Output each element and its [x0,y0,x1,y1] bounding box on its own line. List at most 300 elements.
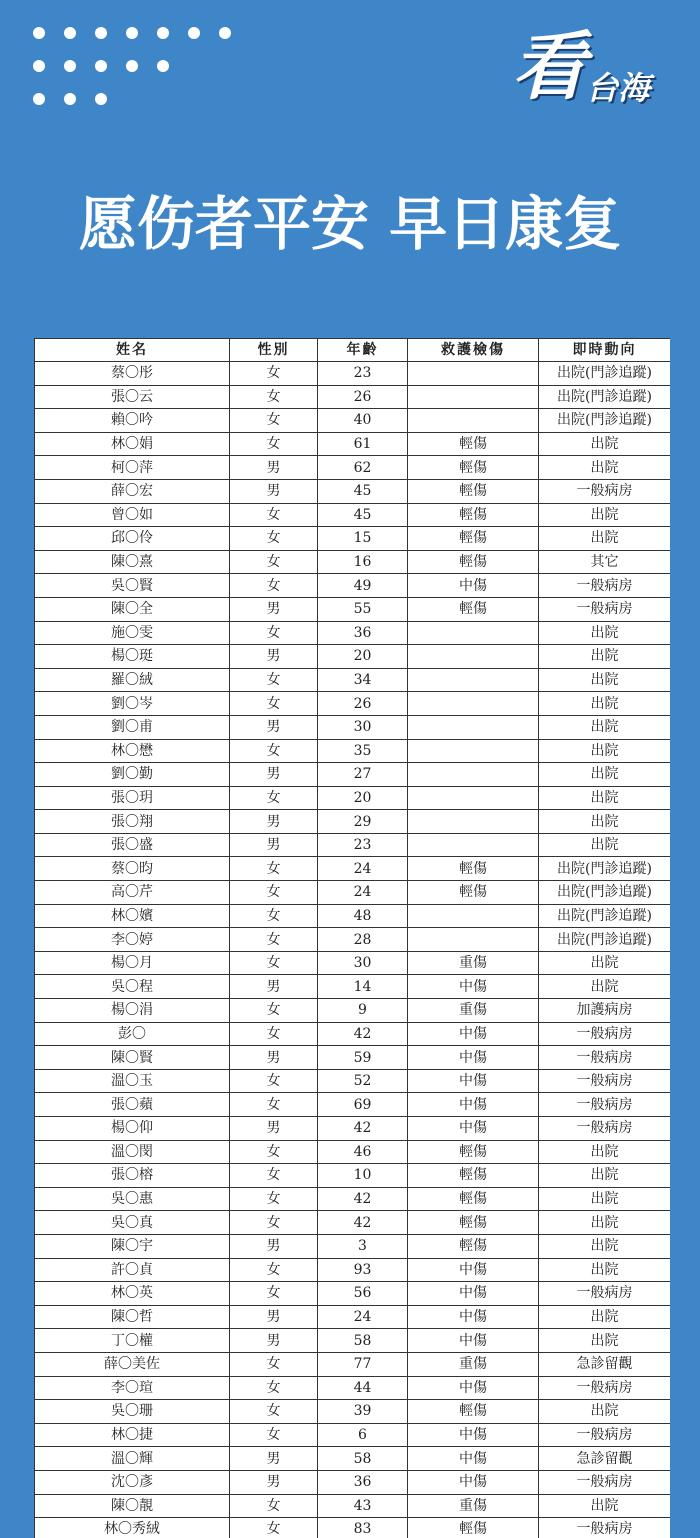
cell-sex: 女 [230,857,318,881]
logo-sub-text: 台海 [586,69,651,107]
cell-name: 楊〇仰 [35,1117,230,1141]
decorative-dot [33,60,45,72]
cell-sex: 女 [230,1164,318,1188]
table-row [35,1470,671,1494]
cell-status: 出院 [539,1211,671,1235]
cell-status: 一般病房 [539,1423,671,1447]
cell-triage [408,810,539,834]
cell-status: 出院 [539,951,671,975]
cell-triage: 輕傷 [408,881,539,905]
cell-triage: 重傷 [408,1494,539,1518]
cell-age: 77 [318,1352,408,1376]
cell-status: 出院 [539,1400,671,1424]
cell-age: 20 [318,645,408,669]
cell-sex: 男 [230,456,318,480]
cell-status: 一般病房 [539,1069,671,1093]
decorative-dot [157,27,169,39]
decorative-dot [33,93,45,105]
cell-name: 林〇懋 [35,739,230,763]
cell-status: 一般病房 [539,1376,671,1400]
table-row [35,1164,671,1188]
cell-age: 36 [318,1470,408,1494]
cell-status: 一般病房 [539,574,671,598]
cell-status: 出院 [539,668,671,692]
cell-age: 6 [318,1423,408,1447]
decorative-dot [126,60,138,72]
cell-status: 出院 [539,503,671,527]
cell-triage [408,904,539,928]
cell-age: 30 [318,715,408,739]
cell-sex: 女 [230,621,318,645]
cell-age: 34 [318,668,408,692]
table-row [35,550,671,574]
cell-status: 急診留觀 [539,1447,671,1471]
cell-sex: 男 [230,833,318,857]
casualty-table-sheet [34,338,670,1538]
decorative-dot [95,93,107,105]
cell-triage: 中傷 [408,1329,539,1353]
cell-status: 出院 [539,1494,671,1518]
cell-triage: 輕傷 [408,1211,539,1235]
cell-age: 26 [318,385,408,409]
cell-triage: 輕傷 [408,1140,539,1164]
table-row [35,715,671,739]
cell-status: 出院(門診追蹤) [539,409,671,433]
cell-triage: 輕傷 [408,432,539,456]
cell-name: 劉〇岑 [35,692,230,716]
cell-triage: 輕傷 [408,550,539,574]
cell-sex: 女 [230,951,318,975]
cell-sex: 女 [230,668,318,692]
table-row [35,739,671,763]
cell-sex: 男 [230,1447,318,1471]
cell-name: 賴〇吟 [35,409,230,433]
cell-triage: 中傷 [408,574,539,598]
cell-triage: 輕傷 [408,503,539,527]
cell-sex: 女 [230,1140,318,1164]
cell-age: 42 [318,1022,408,1046]
header-age: 年齡 [318,339,408,362]
cell-status: 出院 [539,432,671,456]
cell-status: 出院 [539,527,671,551]
cell-sex: 女 [230,1069,318,1093]
cell-name: 吳〇珊 [35,1400,230,1424]
table-row [35,1140,671,1164]
cell-status: 出院 [539,1187,671,1211]
cell-triage: 中傷 [408,1305,539,1329]
cell-name: 吳〇惠 [35,1187,230,1211]
header-name: 姓名 [35,339,230,362]
cell-sex: 女 [230,1400,318,1424]
cell-name: 陳〇全 [35,597,230,621]
cell-triage [408,786,539,810]
cell-status: 出院 [539,1258,671,1282]
cell-name: 楊〇涓 [35,999,230,1023]
cell-sex: 女 [230,1022,318,1046]
cell-name: 邱〇伶 [35,527,230,551]
cell-name: 陳〇宇 [35,1234,230,1258]
cell-triage: 重傷 [408,951,539,975]
cell-name: 溫〇輝 [35,1447,230,1471]
cell-name: 陳〇靚 [35,1494,230,1518]
cell-status: 一般病房 [539,597,671,621]
cell-sex: 男 [230,810,318,834]
cell-sex: 女 [230,1518,318,1538]
cell-triage: 重傷 [408,999,539,1023]
cell-name: 劉〇勤 [35,763,230,787]
cell-triage [408,833,539,857]
cell-age: 36 [318,621,408,645]
decorative-dot [64,60,76,72]
cell-age: 61 [318,432,408,456]
table-row [35,1022,671,1046]
cell-age: 45 [318,479,408,503]
table-row [35,1423,671,1447]
cell-triage: 輕傷 [408,597,539,621]
cell-triage: 中傷 [408,1069,539,1093]
cell-sex: 女 [230,904,318,928]
table-row [35,881,671,905]
table-row [35,1234,671,1258]
cell-status: 出院 [539,1140,671,1164]
cell-triage: 中傷 [408,975,539,999]
cell-sex: 男 [230,597,318,621]
cell-name: 溫〇玉 [35,1069,230,1093]
cell-status: 其它 [539,550,671,574]
table-row [35,1400,671,1424]
cell-age: 69 [318,1093,408,1117]
cell-age: 93 [318,1258,408,1282]
cell-status: 出院 [539,810,671,834]
cell-age: 16 [318,550,408,574]
decorative-dot [95,27,107,39]
cell-name: 張〇盛 [35,833,230,857]
cell-name: 沈〇彥 [35,1470,230,1494]
cell-status: 一般病房 [539,1470,671,1494]
cell-age: 56 [318,1282,408,1306]
cell-name: 吳〇真 [35,1211,230,1235]
cell-triage [408,409,539,433]
cell-sex: 男 [230,715,318,739]
cell-status: 出院(門診追蹤) [539,362,671,386]
cell-name: 吳〇程 [35,975,230,999]
cell-triage: 中傷 [408,1470,539,1494]
table-row [35,951,671,975]
cell-name: 林〇秀絨 [35,1518,230,1538]
cell-sex: 男 [230,975,318,999]
cell-triage: 重傷 [408,1352,539,1376]
logo-main-glyph: 看 [512,24,584,110]
cell-age: 39 [318,1400,408,1424]
table-row [35,692,671,716]
cell-triage: 輕傷 [408,527,539,551]
decorative-dot [95,60,107,72]
table-row [35,1305,671,1329]
table-body [35,362,671,1538]
cell-status: 出院 [539,1305,671,1329]
header-triage: 救護檢傷 [408,339,539,362]
cell-status: 出院(門診追蹤) [539,385,671,409]
cell-age: 23 [318,833,408,857]
cell-age: 24 [318,857,408,881]
cell-name: 丁〇權 [35,1329,230,1353]
table-row [35,975,671,999]
table-row [35,928,671,952]
cell-sex: 女 [230,1093,318,1117]
cell-sex: 女 [230,928,318,952]
cell-sex: 女 [230,574,318,598]
table-row [35,1447,671,1471]
cell-sex: 女 [230,739,318,763]
cell-status: 一般病房 [539,1518,671,1538]
decorative-dots [33,27,243,112]
logo [512,22,662,114]
cell-triage [408,692,539,716]
cell-sex: 男 [230,479,318,503]
cell-age: 83 [318,1518,408,1538]
cell-name: 張〇翔 [35,810,230,834]
cell-sex: 男 [230,1305,318,1329]
cell-sex: 女 [230,409,318,433]
cell-triage [408,928,539,952]
table-row [35,645,671,669]
cell-sex: 女 [230,527,318,551]
table-row [35,1352,671,1376]
header-status: 即時動向 [539,339,671,362]
cell-triage: 中傷 [408,1258,539,1282]
cell-name: 羅〇絨 [35,668,230,692]
cell-triage [408,763,539,787]
cell-status: 出院(門診追蹤) [539,881,671,905]
table-row [35,574,671,598]
table-row [35,597,671,621]
table-row [35,1093,671,1117]
cell-age: 46 [318,1140,408,1164]
cell-status: 一般病房 [539,479,671,503]
cell-age: 23 [318,362,408,386]
table-row [35,857,671,881]
cell-name: 林〇娟 [35,432,230,456]
cell-age: 59 [318,1046,408,1070]
cell-triage: 中傷 [408,1376,539,1400]
cell-age: 10 [318,1164,408,1188]
cell-status: 出院 [539,1164,671,1188]
cell-status: 出院 [539,833,671,857]
cell-sex: 男 [230,645,318,669]
cell-sex: 女 [230,1352,318,1376]
cell-triage: 輕傷 [408,456,539,480]
cell-status: 一般病房 [539,1093,671,1117]
cell-age: 45 [318,503,408,527]
cell-triage [408,385,539,409]
cell-name: 曾〇如 [35,503,230,527]
table-row [35,1117,671,1141]
cell-age: 42 [318,1211,408,1235]
table-row [35,810,671,834]
table-row [35,833,671,857]
cell-name: 張〇榕 [35,1164,230,1188]
decorative-dot [126,27,138,39]
cell-sex: 女 [230,881,318,905]
cell-status: 出院(門診追蹤) [539,928,671,952]
table-row [35,1258,671,1282]
cell-triage: 輕傷 [408,479,539,503]
cell-age: 42 [318,1117,408,1141]
cell-name: 楊〇月 [35,951,230,975]
cell-name: 蔡〇彤 [35,362,230,386]
cell-sex: 女 [230,1258,318,1282]
cell-sex: 女 [230,385,318,409]
cell-triage: 中傷 [408,1046,539,1070]
cell-sex: 女 [230,1187,318,1211]
cell-age: 30 [318,951,408,975]
table-row [35,668,671,692]
table-row [35,1518,671,1538]
cell-name: 李〇婷 [35,928,230,952]
decorative-dot [33,27,45,39]
cell-triage [408,621,539,645]
cell-status: 急診留觀 [539,1352,671,1376]
cell-triage [408,362,539,386]
cell-status: 出院 [539,739,671,763]
cell-age: 3 [318,1234,408,1258]
cell-age: 15 [318,527,408,551]
table-row [35,1329,671,1353]
cell-status: 出院 [539,975,671,999]
cell-age: 55 [318,597,408,621]
cell-age: 48 [318,904,408,928]
cell-status: 出院 [539,621,671,645]
table-row [35,1046,671,1070]
cell-triage: 中傷 [408,1423,539,1447]
cell-name: 高〇芹 [35,881,230,905]
cell-triage: 中傷 [408,1117,539,1141]
table-row [35,999,671,1023]
cell-sex: 女 [230,692,318,716]
cell-age: 24 [318,881,408,905]
cell-name: 薛〇美佐 [35,1352,230,1376]
cell-status: 出院 [539,763,671,787]
cell-sex: 男 [230,1046,318,1070]
table-row [35,456,671,480]
cell-age: 58 [318,1447,408,1471]
decorative-dot [64,27,76,39]
header-sex: 性別 [230,339,318,362]
cell-sex: 女 [230,362,318,386]
cell-sex: 女 [230,550,318,574]
cell-age: 28 [318,928,408,952]
table-row [35,1069,671,1093]
cell-triage: 輕傷 [408,1187,539,1211]
cell-status: 出院(門診追蹤) [539,904,671,928]
cell-status: 出院 [539,786,671,810]
cell-name: 劉〇甫 [35,715,230,739]
cell-triage [408,645,539,669]
cell-name: 吳〇賢 [35,574,230,598]
cell-status: 出院 [539,645,671,669]
cell-name: 彭〇 [35,1022,230,1046]
decorative-dot [188,27,200,39]
table-row [35,1187,671,1211]
table-row [35,479,671,503]
table-row [35,621,671,645]
cell-triage: 輕傷 [408,1164,539,1188]
cell-status: 加護病房 [539,999,671,1023]
cell-age: 27 [318,763,408,787]
table-row [35,904,671,928]
cell-sex: 女 [230,999,318,1023]
cell-name: 柯〇萍 [35,456,230,480]
cell-sex: 男 [230,1329,318,1353]
cell-sex: 男 [230,1117,318,1141]
table-row [35,763,671,787]
decorative-dot [157,60,169,72]
cell-age: 35 [318,739,408,763]
cell-name: 薛〇宏 [35,479,230,503]
decorative-dot [219,27,231,39]
table-row [35,409,671,433]
cell-triage: 中傷 [408,1022,539,1046]
cell-triage [408,668,539,692]
cell-status: 一般病房 [539,1282,671,1306]
cell-age: 29 [318,810,408,834]
cell-name: 溫〇閔 [35,1140,230,1164]
cell-age: 44 [318,1376,408,1400]
cell-triage: 中傷 [408,1282,539,1306]
cell-age: 58 [318,1329,408,1353]
cell-name: 張〇玥 [35,786,230,810]
cell-age: 24 [318,1305,408,1329]
cell-status: 出院 [539,1329,671,1353]
cell-status: 一般病房 [539,1117,671,1141]
cell-status: 一般病房 [539,1046,671,1070]
table-row [35,362,671,386]
cell-sex: 女 [230,786,318,810]
cell-age: 43 [318,1494,408,1518]
cell-name: 張〇云 [35,385,230,409]
cell-triage: 中傷 [408,1447,539,1471]
cell-sex: 男 [230,763,318,787]
cell-triage: 輕傷 [408,1518,539,1538]
page-title: 愿伤者平安 早日康复 [78,190,622,258]
cell-sex: 女 [230,1282,318,1306]
cell-name: 張〇蘋 [35,1093,230,1117]
table-row [35,1282,671,1306]
cell-triage [408,739,539,763]
cell-name: 蔡〇昀 [35,857,230,881]
cell-triage: 輕傷 [408,857,539,881]
cell-sex: 女 [230,432,318,456]
cell-sex: 男 [230,1234,318,1258]
table-row [35,1211,671,1235]
cell-sex: 女 [230,1211,318,1235]
cell-triage [408,715,539,739]
cell-status: 出院 [539,456,671,480]
cell-age: 40 [318,409,408,433]
cell-name: 陳〇熹 [35,550,230,574]
cell-status: 出院 [539,1234,671,1258]
cell-sex: 男 [230,1470,318,1494]
cell-age: 52 [318,1069,408,1093]
cell-triage: 中傷 [408,1093,539,1117]
cell-status: 一般病房 [539,1022,671,1046]
table-row [35,385,671,409]
cell-status: 出院 [539,715,671,739]
cell-name: 陳〇哲 [35,1305,230,1329]
casualty-table [34,338,670,1538]
cell-sex: 女 [230,1494,318,1518]
table-header-row [35,339,671,362]
